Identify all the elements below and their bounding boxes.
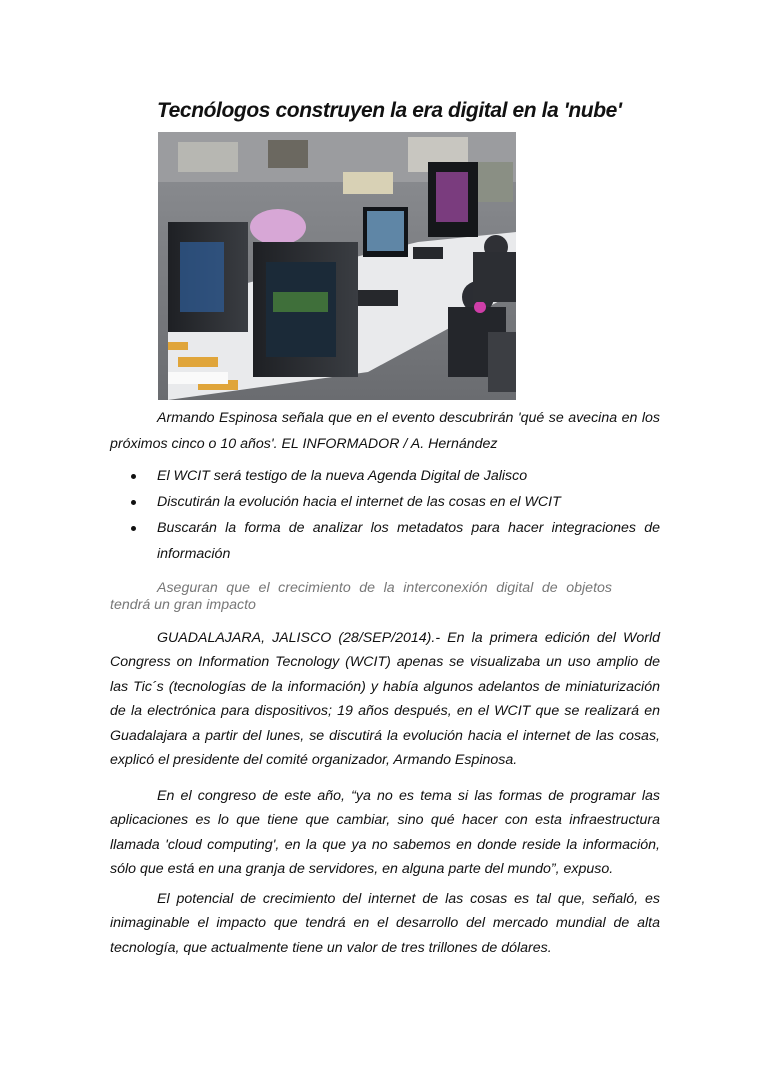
bullet-icon xyxy=(131,474,136,479)
body-paragraph: En el congreso de este año, “ya no es tema si las formas de programar las aplicaciones es lo que tiene que cambiar, sino qué hacer con esta infraestructura llamada 'cloud computing', en la que ya no sabemos en donde reside la información, sólo que está en una granja de servidores, en alguna parte del mundo”, expuso. xyxy=(110,788,660,878)
bullet-item: Buscarán la forma de analizar los metadatos para hacer integraciones de información xyxy=(110,515,660,567)
bullet-item: El WCIT será testigo de la nueva Agenda Digital de Jalisco xyxy=(110,463,660,489)
photo-caption xyxy=(110,405,660,457)
bullet-icon xyxy=(131,526,136,531)
bullet-item: Discutirán la evolución hacia el internet de las cosas en el WCIT xyxy=(110,489,660,515)
article-title: Tecnólogos construyen la era digital en la 'nube' xyxy=(157,99,622,122)
caption-text: Armando Espinosa señala que en el evento descubrirán 'qué se avecina en los próximos cinco o 10 años'. EL INFORMADOR / A. Hernández xyxy=(110,410,660,452)
subheading-line: tendrá un gran impacto xyxy=(110,597,256,613)
summary-bullets xyxy=(110,463,660,567)
body-paragraph: GUADALAJARA, JALISCO (28/SEP/2014).- En la primera edición del World Congress on Information Tecnology (WCIT) apenas se visualizaba un uso amplio de las Tic´s (tecnologías de la información) y había algunos adelantos de miniaturización de la electrónica para dispositivos; 19 años después, en el WCIT que se realizará en Guadalajara a partir del lunes, se discutirá la evolución hacia el internet de las cosas, explicó el presidente del comité organizador, Armando Espinosa. xyxy=(110,630,660,769)
article-photo xyxy=(158,132,516,400)
body-paragraph: El potencial de crecimiento del internet de las cosas es tal que, señaló, es inimaginable el impacto que tendrá en el desarrollo del mercado mundial de alta tecnología, que actualmente tiene un valor de tres trillones de dólares. xyxy=(110,891,660,956)
bullet-icon xyxy=(131,500,136,505)
subheading-line: Aseguran que el crecimiento de la interconexión digital de objetos xyxy=(157,580,612,596)
article-subheading xyxy=(110,580,612,614)
